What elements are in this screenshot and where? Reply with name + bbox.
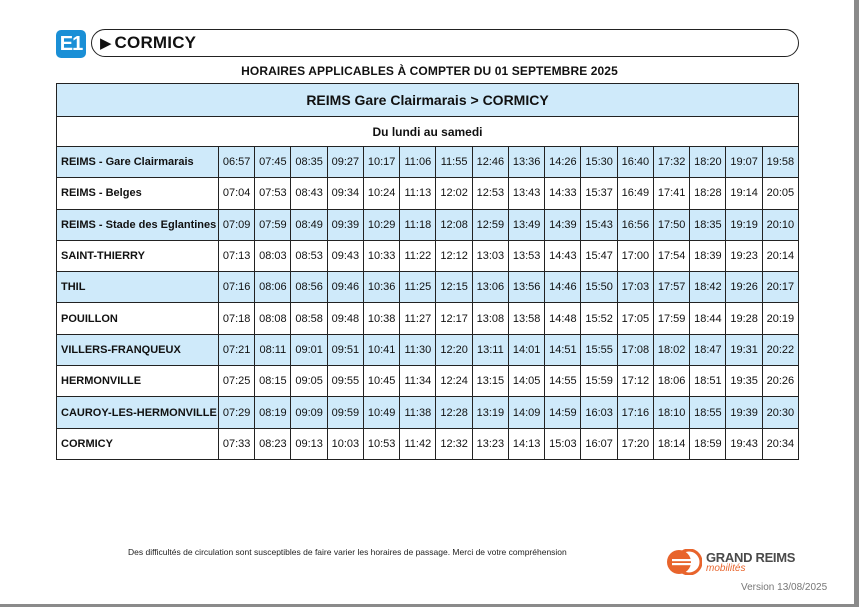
departure-time: 10:38 [363,303,399,334]
departure-time: 12:28 [436,397,472,428]
departure-time: 09:34 [327,178,363,209]
departure-time: 14:39 [545,209,581,240]
departure-time: 15:30 [581,147,617,178]
departure-time: 06:57 [218,147,254,178]
departure-time: 10:45 [363,366,399,397]
departure-time: 09:46 [327,272,363,303]
departure-time: 17:20 [617,428,653,459]
departure-time: 09:59 [327,397,363,428]
table-row [57,397,799,428]
departure-time: 13:06 [472,272,508,303]
departure-time: 15:52 [581,303,617,334]
departure-time: 08:06 [255,272,291,303]
departure-time: 13:11 [472,334,508,365]
departure-time: 20:22 [762,334,798,365]
route-title: REIMS Gare Clairmarais > CORMICY [57,84,799,117]
departure-time: 08:43 [291,178,327,209]
departure-time: 15:43 [581,209,617,240]
departure-time: 13:43 [508,178,544,209]
departure-time: 14:26 [545,147,581,178]
departure-time: 16:03 [581,397,617,428]
departure-time: 18:35 [690,209,726,240]
departure-time: 09:51 [327,334,363,365]
departure-time: 12:20 [436,334,472,365]
departure-time: 13:15 [472,366,508,397]
departure-time: 09:05 [291,366,327,397]
departure-time: 11:34 [400,366,436,397]
line-destination: CORMICY [114,33,197,52]
departure-time: 11:27 [400,303,436,334]
departure-time: 08:03 [255,240,291,271]
departure-time: 09:09 [291,397,327,428]
departure-time: 09:55 [327,366,363,397]
departure-time: 20:19 [762,303,798,334]
logo-sub: mobilités [706,562,746,574]
departure-time: 14:01 [508,334,544,365]
departure-time: 12:46 [472,147,508,178]
stop-name: VILLERS-FRANQUEUX [57,334,219,365]
departure-time: 19:23 [726,240,762,271]
departure-time: 20:14 [762,240,798,271]
departure-time: 17:41 [653,178,689,209]
departure-time: 15:37 [581,178,617,209]
departure-time: 20:34 [762,428,798,459]
stop-name: REIMS - Gare Clairmarais [57,147,219,178]
departure-time: 07:33 [218,428,254,459]
departure-time: 17:16 [617,397,653,428]
departure-time: 13:23 [472,428,508,459]
departure-time: 17:05 [617,303,653,334]
departure-time: 20:05 [762,178,798,209]
frame-right-border [854,0,859,607]
table-row [57,178,799,209]
departure-time: 14:43 [545,240,581,271]
departure-time: 08:56 [291,272,327,303]
departure-time: 19:35 [726,366,762,397]
departure-time: 11:22 [400,240,436,271]
departure-time: 09:01 [291,334,327,365]
departure-time: 14:33 [545,178,581,209]
line-title-bar [91,29,799,57]
departure-time: 12:53 [472,178,508,209]
departure-time: 19:31 [726,334,762,365]
departure-time: 07:16 [218,272,254,303]
departure-time: 10:33 [363,240,399,271]
stop-name: THIL [57,272,219,303]
departure-time: 15:55 [581,334,617,365]
departure-time: 07:59 [255,209,291,240]
departure-time: 11:18 [400,209,436,240]
departure-time: 19:26 [726,272,762,303]
departure-time: 08:19 [255,397,291,428]
departure-time: 08:35 [291,147,327,178]
departure-time: 18:06 [653,366,689,397]
table-row [57,303,799,334]
days-row [57,117,799,147]
stop-name: REIMS - Belges [57,178,219,209]
departure-time: 12:08 [436,209,472,240]
departure-time: 19:39 [726,397,762,428]
grand-reims-logo-icon [666,549,702,575]
departure-time: 14:59 [545,397,581,428]
departure-time: 08:58 [291,303,327,334]
departure-time: 07:29 [218,397,254,428]
departure-time: 20:10 [762,209,798,240]
departure-time: 12:02 [436,178,472,209]
departure-time: 18:10 [653,397,689,428]
stop-name: REIMS - Stade des Eglantines [57,209,219,240]
departure-time: 11:38 [400,397,436,428]
departure-time: 18:42 [690,272,726,303]
departure-time: 11:13 [400,178,436,209]
departure-time: 12:12 [436,240,472,271]
timetable [56,83,799,460]
departure-time: 12:15 [436,272,472,303]
departure-time: 13:08 [472,303,508,334]
departure-time: 17:00 [617,240,653,271]
departure-time: 14:05 [508,366,544,397]
departure-time: 08:23 [255,428,291,459]
departure-time: 13:19 [472,397,508,428]
departure-time: 18:28 [690,178,726,209]
departure-time: 09:48 [327,303,363,334]
play-arrow-icon: ▶ [100,34,112,52]
departure-time: 12:32 [436,428,472,459]
departure-time: 07:53 [255,178,291,209]
departure-time: 08:49 [291,209,327,240]
departure-time: 08:11 [255,334,291,365]
departure-time: 18:20 [690,147,726,178]
departure-time: 16:07 [581,428,617,459]
departure-time: 10:24 [363,178,399,209]
departure-time: 10:17 [363,147,399,178]
departure-time: 14:46 [545,272,581,303]
table-row [57,366,799,397]
departure-time: 11:42 [400,428,436,459]
departure-time: 15:47 [581,240,617,271]
route-title-row [57,84,799,117]
departure-time: 18:55 [690,397,726,428]
departure-time: 13:03 [472,240,508,271]
departure-time: 07:09 [218,209,254,240]
departure-time: 15:59 [581,366,617,397]
departure-time: 09:39 [327,209,363,240]
stop-name: POUILLON [57,303,219,334]
departure-time: 11:55 [436,147,472,178]
departure-time: 19:28 [726,303,762,334]
departure-time: 07:18 [218,303,254,334]
departure-time: 11:30 [400,334,436,365]
logo-brand: GRAND REIMS [706,549,796,565]
departure-time: 14:51 [545,334,581,365]
departure-time: 09:13 [291,428,327,459]
departure-time: 16:56 [617,209,653,240]
departure-time: 14:55 [545,366,581,397]
days-label: Du lundi au samedi [57,117,799,147]
departure-time: 15:50 [581,272,617,303]
table-row [57,428,799,459]
departure-time: 08:08 [255,303,291,334]
departure-time: 10:41 [363,334,399,365]
table-row [57,272,799,303]
departure-time: 13:56 [508,272,544,303]
departure-time: 09:43 [327,240,363,271]
departure-time: 18:59 [690,428,726,459]
departure-time: 10:03 [327,428,363,459]
departure-time: 13:49 [508,209,544,240]
departure-time: 08:15 [255,366,291,397]
departure-time: 07:04 [218,178,254,209]
departure-time: 18:51 [690,366,726,397]
grand-reims-logo [666,549,795,575]
departure-time: 07:25 [218,366,254,397]
departure-time: 10:36 [363,272,399,303]
departure-time: 07:13 [218,240,254,271]
table-row [57,240,799,271]
departure-time: 07:21 [218,334,254,365]
departure-time: 13:53 [508,240,544,271]
stop-name: SAINT-THIERRY [57,240,219,271]
departure-time: 17:57 [653,272,689,303]
departure-time: 17:59 [653,303,689,334]
departure-time: 08:53 [291,240,327,271]
departure-time: 17:08 [617,334,653,365]
departure-time: 17:03 [617,272,653,303]
departure-time: 12:24 [436,366,472,397]
departure-time: 19:07 [726,147,762,178]
departure-time: 18:02 [653,334,689,365]
version-label: Version 13/08/2025 [741,582,828,593]
departure-time: 17:32 [653,147,689,178]
departure-time: 17:54 [653,240,689,271]
departure-time: 18:39 [690,240,726,271]
departure-time: 20:26 [762,366,798,397]
line-badge: E1 [56,30,86,58]
departure-time: 19:58 [762,147,798,178]
departure-time: 10:49 [363,397,399,428]
stop-name: HERMONVILLE [57,366,219,397]
departure-time: 12:59 [472,209,508,240]
departure-time: 10:29 [363,209,399,240]
table-row [57,147,799,178]
departure-time: 17:50 [653,209,689,240]
departure-time: 11:25 [400,272,436,303]
departure-time: 14:09 [508,397,544,428]
table-row [57,209,799,240]
footnote: Des difficultés de circulation sont susceptibles de faire varier les horaires de passage. Merci de votre compréhension [128,547,567,557]
table-row [57,334,799,365]
stop-name: CORMICY [57,428,219,459]
departure-time: 15:03 [545,428,581,459]
departure-time: 10:53 [363,428,399,459]
departure-time: 19:19 [726,209,762,240]
departure-time: 11:06 [400,147,436,178]
departure-time: 18:14 [653,428,689,459]
stop-name: CAUROY-LES-HERMONVILLE [57,397,219,428]
departure-time: 09:27 [327,147,363,178]
departure-time: 20:17 [762,272,798,303]
departure-time: 19:14 [726,178,762,209]
departure-time: 14:13 [508,428,544,459]
departure-time: 20:30 [762,397,798,428]
departure-time: 07:45 [255,147,291,178]
departure-time: 13:36 [508,147,544,178]
departure-time: 14:48 [545,303,581,334]
departure-time: 12:17 [436,303,472,334]
departure-time: 13:58 [508,303,544,334]
departure-time: 16:49 [617,178,653,209]
departure-time: 16:40 [617,147,653,178]
departure-time: 17:12 [617,366,653,397]
departure-time: 18:47 [690,334,726,365]
departure-time: 18:44 [690,303,726,334]
departure-time: 19:43 [726,428,762,459]
validity-notice: HORAIRES APPLICABLES À COMPTER DU 01 SEPTEMBRE 2025 [241,64,618,78]
